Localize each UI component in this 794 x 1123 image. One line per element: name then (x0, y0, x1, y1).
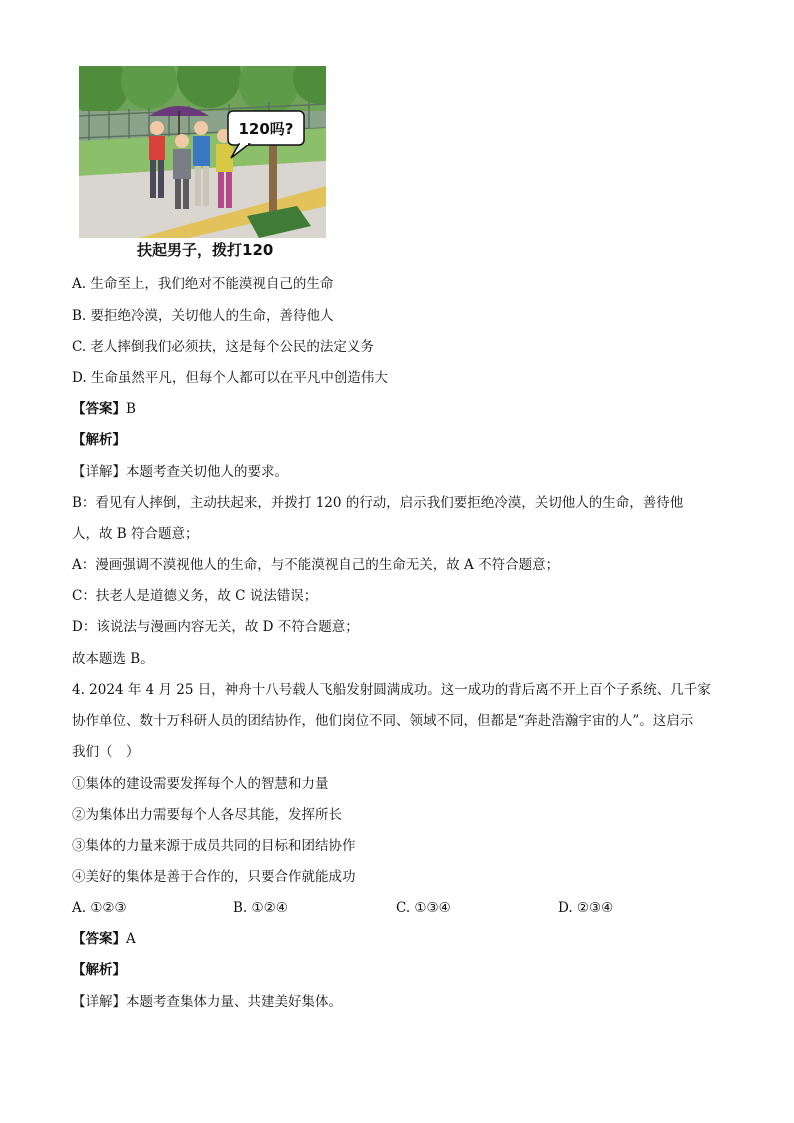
q3-option-d: D. 生命虽然平凡，但每个人都可以在平凡中创造伟大 (72, 370, 388, 386)
q3-answer-value: B (126, 401, 136, 417)
q3-explain-line: A：漫画强调不漠视他人的生命，与不能漠视自己的生命无关，故 A 不符合题意； (72, 557, 560, 573)
q4-detail: 【详解】本题考查集体力量、共建美好集体。 (72, 994, 342, 1010)
q3-explain-line: D：该说法与漫画内容无关，故 D 不符合题意； (72, 619, 359, 635)
q4-option-d: D. ②③④ (558, 900, 614, 916)
q3-option-a: A. 生命至上，我们绝对不能漠视自己的生命 (72, 276, 334, 292)
speech-bubble-text: 120吗? (238, 120, 294, 138)
q4-statement-1: ①集体的建设需要发挥每个人的智慧和力量 (72, 776, 329, 792)
q3-conclusion: 故本题选 B。 (72, 651, 154, 667)
q3-option-b: B. 要拒绝冷漠，关切他人的生命，善待他人 (72, 308, 334, 324)
q4-answer-value: A (126, 931, 136, 947)
q4-stem-line: 我们（ ） (72, 744, 140, 760)
q3-option-c: C. 老人摔倒我们必须扶，这是每个公民的法定义务 (72, 339, 374, 355)
cartoon-illustration (79, 66, 326, 238)
q3-answer-line (72, 399, 136, 419)
q4-statement-2: ②为集体出力需要每个人各尽其能，发挥所长 (72, 807, 342, 823)
q3-explain-line: B：看见有人摔倒，主动扶起来，并拨打 120 的行动，启示我们要拒绝冷漠，关切他人的生命，善待他 (72, 495, 684, 511)
q4-statement-4: ④美好的集体是善于合作的，只要合作就能成功 (72, 869, 356, 885)
q4-option-c: C. ①③④ (396, 900, 451, 916)
q3-explain-line: 人，故 B 符合题意； (72, 526, 199, 542)
cartoon-scene-image (79, 66, 326, 238)
figure-caption: 扶起男子，拨打120 (137, 241, 274, 259)
q4-statement-3: ③集体的力量来源于成员共同的目标和团结协作 (72, 838, 356, 854)
q4-answer-tag: 【答案】 (72, 931, 126, 947)
q4-answer-line (72, 929, 136, 949)
q4-option-a: A. ①②③ (72, 900, 127, 916)
q4-stem-line: 协作单位、数十万科研人员的团结协作，他们岗位不同、领域不同，但都是“奔赴浩瀚宇宙的人”。这启示 (72, 713, 694, 729)
q4-option-b: B. ①②④ (233, 900, 288, 916)
q4-analysis-tag: 【解析】 (72, 962, 126, 978)
q3-explain-line: C：扶老人是道德义务，故 C 说法错误； (72, 588, 318, 604)
q3-analysis-tag: 【解析】 (72, 432, 126, 448)
q4-stem-line: 4. 2024 年 4 月 25 日，神舟十八号载人飞船发射圆满成功。这一成功的背后离不开上百个子系统、几千家 (72, 682, 711, 698)
q3-detail: 【详解】本题考查关切他人的要求。 (72, 464, 288, 480)
q3-answer-tag: 【答案】 (72, 401, 126, 417)
